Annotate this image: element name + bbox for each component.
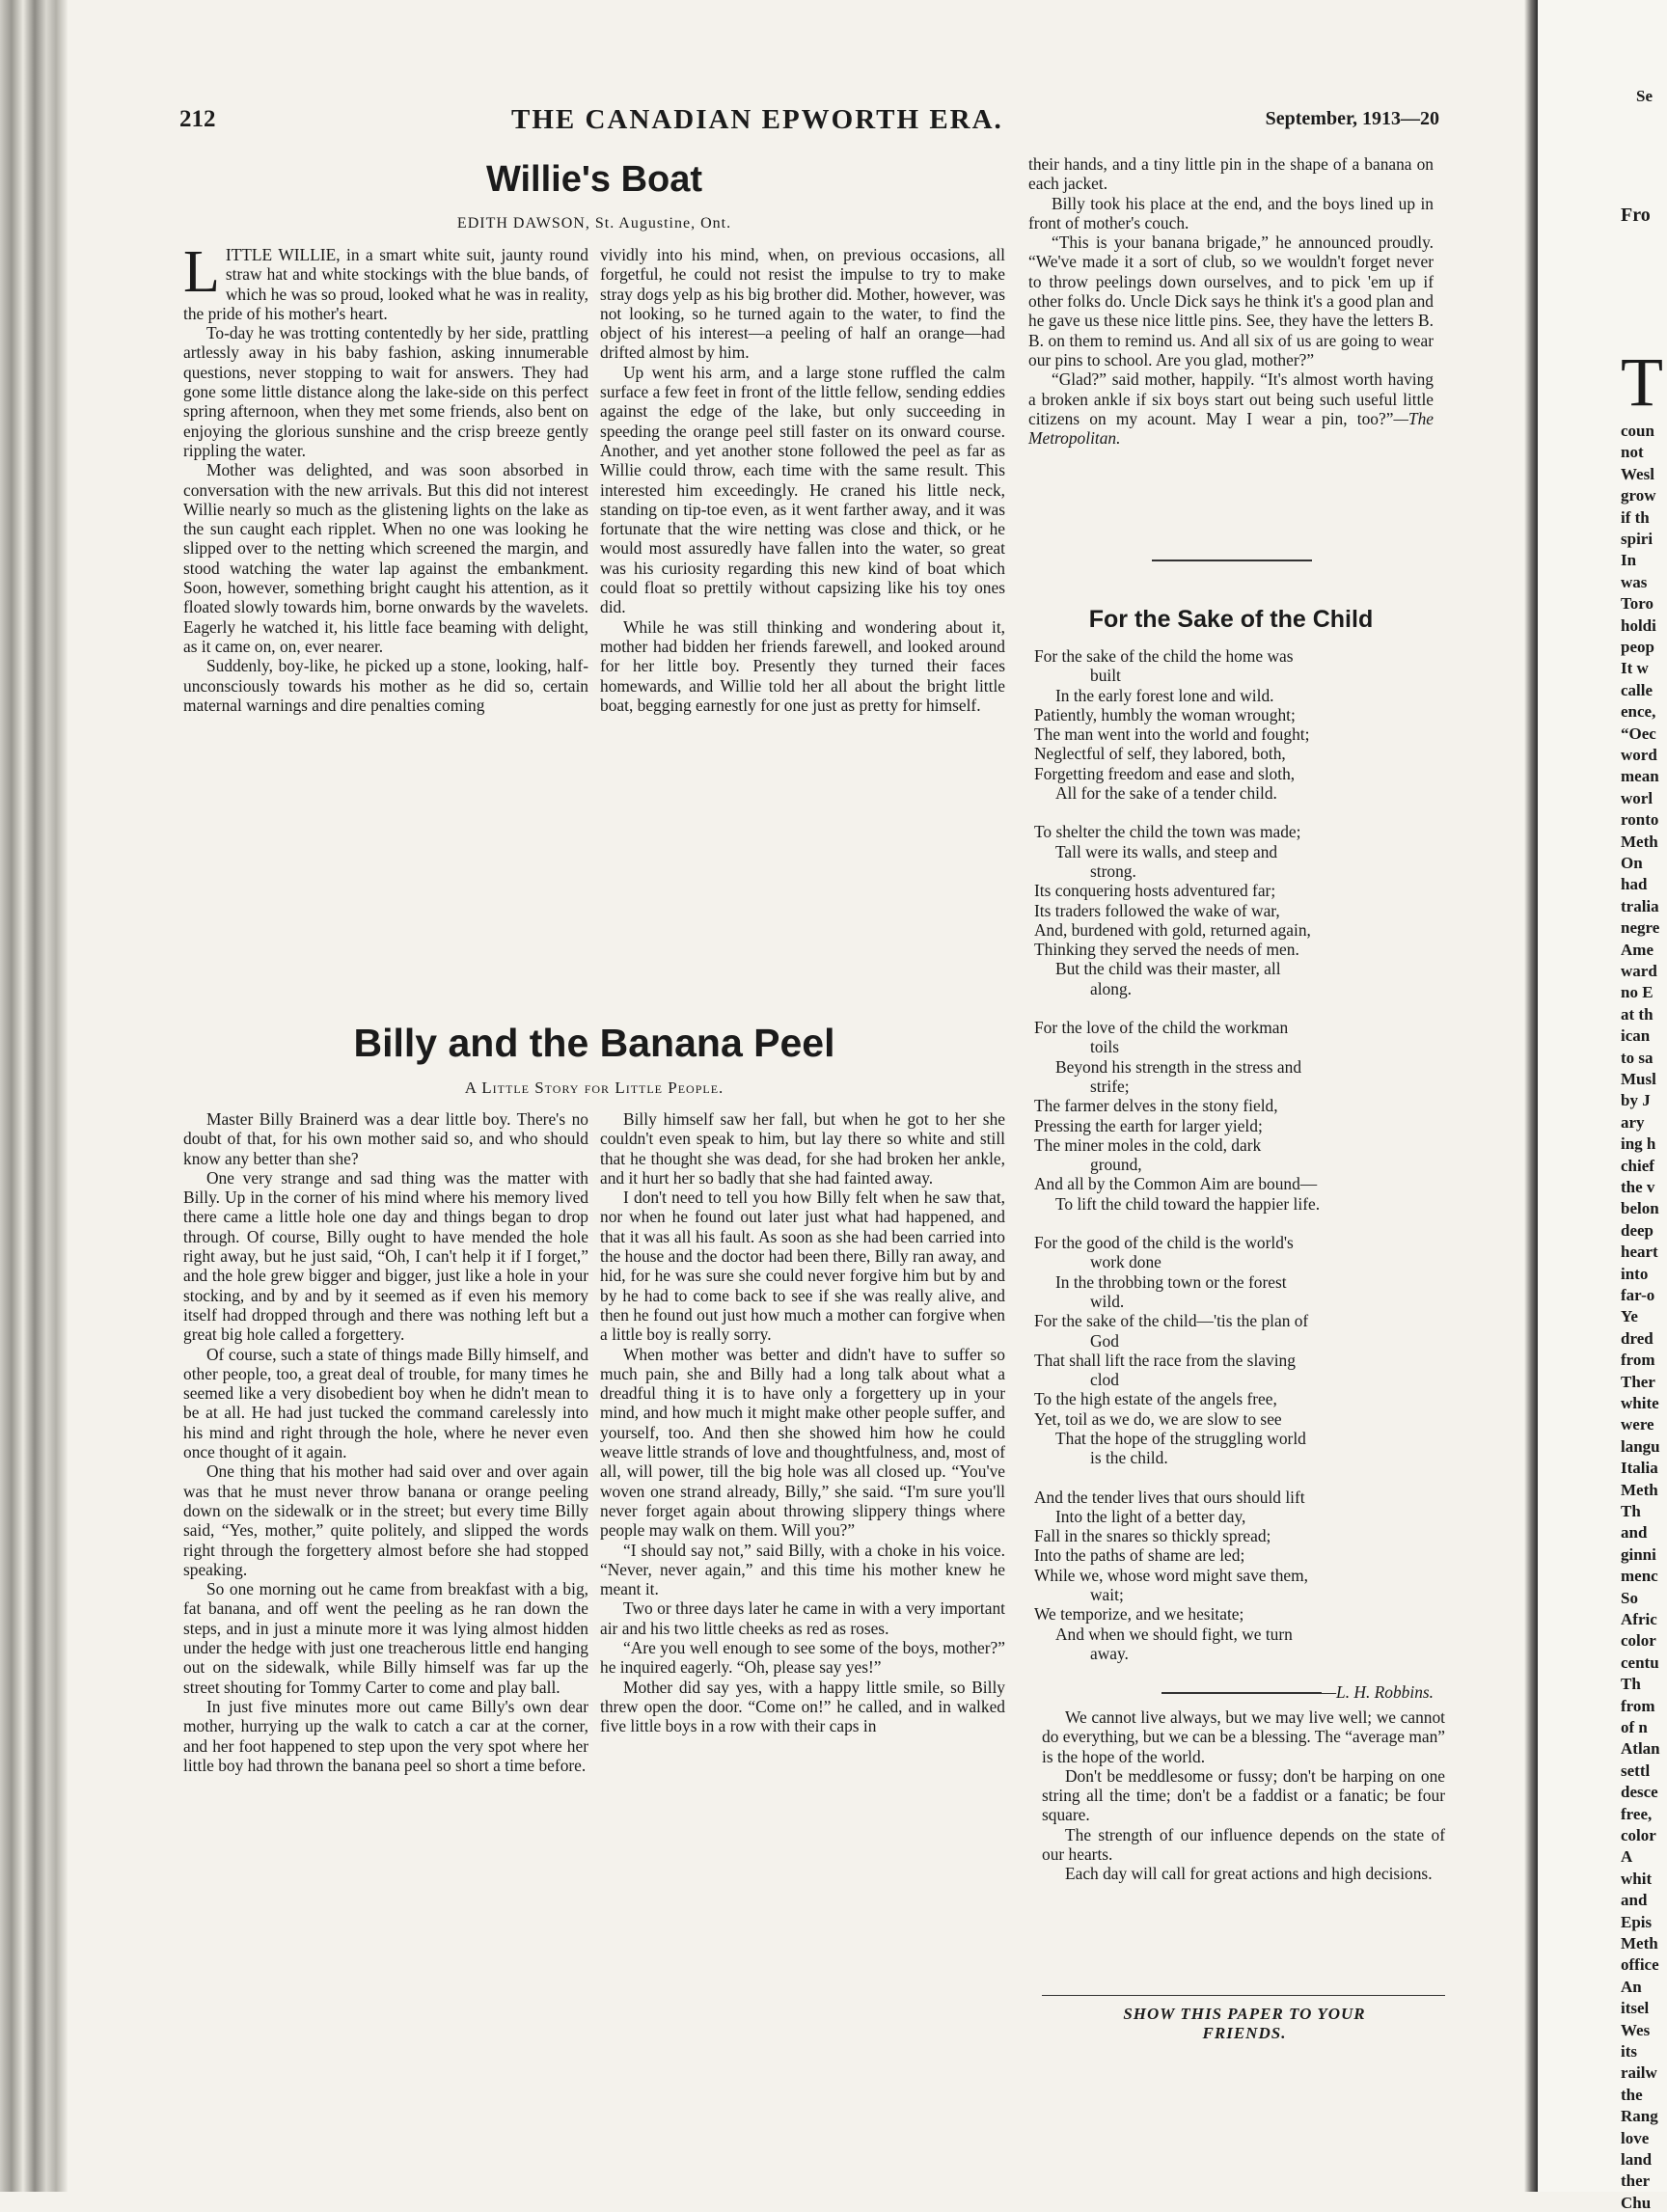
poem-line: For the love of the child the workman <box>1034 1018 1289 1038</box>
adjacent-line: of n <box>1621 1718 1648 1736</box>
willie-para-1: LITTLE WILLIE, in a smart white suit, jaunty round straw hat and white stockings with the blue bands, of which he was so proud, looked what he was in reality, the pride of his mother's heart. <box>183 239 588 323</box>
poem-stanza <box>1034 646 1439 803</box>
adjacent-line: holdi <box>1621 616 1656 635</box>
poem-line: Tall were its walls, and steep and <box>1055 841 1278 861</box>
adjacent-line: Italia <box>1621 1459 1658 1477</box>
billy-cont-para-3: “This is your banana brigade,” he announced proudly. “We've made it a sort of club, so we wouldn't forget never to throw peelings down ourselves, and to pick 'em up if other folks do. Uncle Dick says he think it's a good plan and he gave us these nice little pins. See, they have the letters B. B. on them to remind us. And all six of us are going to wear our pins to school. Are you glad, mother?” <box>1028 232 1434 369</box>
adjacent-line: from <box>1621 1697 1655 1715</box>
billy-para-3: Of course, such a state of things made Billy himself, and other people, too, a great deal of trouble, for many times he seemed like a very disobedient boy when he didn't mean to be at all. He had just tucked the command carelessly into his mind and right through the hole, where he never even once thought of it again. <box>183 1344 588 1462</box>
adjacent-line: Rang <box>1621 2107 1658 2125</box>
divider-rule-3 <box>1042 1995 1445 1996</box>
poem-line: And all by the Common Aim are bound— <box>1034 1174 1318 1194</box>
billy-para-13: Mother did say yes, with a happy little smile, so Billy threw open the door. “Come on!” he called, and in walked five little boys in a row with their caps in <box>600 1677 1005 1736</box>
adjacent-line: at th <box>1621 1005 1653 1024</box>
adjacent-dropcap: T <box>1621 343 1663 421</box>
billy-para-2: One very strange and sad thing was the matter with Billy. Up in the corner of his mind where his memory lived there came a little hole one day and things began to drop through. Of course, Billy ought to have mended the hole right away, but he just said, “Oh, I can't help it if I forget,” and the hole grew bigger and bigger, just like a hole in your stocking, and by and by it seemed as if even his memory itself had dropped through and there was nothing left but a great big hole called a forgettery. <box>183 1167 588 1345</box>
adjacent-line: grow <box>1621 486 1656 505</box>
poem-line: toils <box>1090 1037 1119 1057</box>
issue-date: September, 1913—20 <box>1265 108 1439 129</box>
adjacent-line: ary <box>1621 1113 1645 1132</box>
poem-line: The man went into the world and fought; <box>1034 724 1310 745</box>
billy-para-1: Master Billy Brainerd was a dear little boy. There's no doubt of that, for his own mother said so, and who should know any better than she? <box>183 1109 588 1168</box>
poem-line: And when we should fight, we turn <box>1055 1624 1293 1644</box>
poem-line: To shelter the child the town was made; <box>1034 822 1301 842</box>
adjacent-line: settl <box>1621 1761 1651 1780</box>
adjacent-line: ther <box>1621 2171 1651 2190</box>
poem-line: Its traders followed the wake of war, <box>1034 900 1280 920</box>
adjacent-line: belon <box>1621 1199 1659 1217</box>
adjacent-line: centu <box>1621 1653 1659 1672</box>
poem-line: That shall lift the race from the slaving <box>1034 1350 1296 1370</box>
willie-byline: EDITH DAWSON, St. Augustine, Ont. <box>456 215 732 232</box>
billy-para-4: One thing that his mother had said over and over again was that he must never throw banana or orange peeling down on the sidewalk or in the street; but every time Billy said, “Yes, mother,” quite politely, and slipped the words right through the forgettery almost before she had stopped speaking. <box>183 1461 588 1579</box>
adjacent-line: On <box>1621 854 1643 872</box>
poem-line: But the child was their master, all <box>1055 959 1281 979</box>
adjacent-line: menc <box>1621 1567 1658 1585</box>
adjacent-line: office <box>1621 1955 1659 1974</box>
poem-line: For the sake of the child—'tis the plan of <box>1034 1311 1309 1331</box>
adjacent-line: Musl <box>1621 1070 1656 1088</box>
masthead: THE CANADIAN EPWORTH ERA. <box>511 104 1003 135</box>
poem-body <box>1034 646 1439 1703</box>
adjacent-line: Meth <box>1621 1934 1658 1953</box>
adjacent-line: if th <box>1621 508 1650 527</box>
poem-line: away. <box>1090 1643 1129 1663</box>
billy-para-7: Billy himself saw her fall, but when he got to her she couldn't even speak to him, but lay there so white and still that he thought she was dead, for she had broken her ankle, and it hurt her so badly that she had fainted away. <box>600 1109 1005 1188</box>
billy-cont-para-1: their hands, and a tiny little pin in the shape of a banana on each jacket. <box>1028 154 1434 194</box>
page-number: 212 <box>179 106 216 132</box>
poem-line: While we, whose word might save them, <box>1034 1565 1308 1585</box>
poem-signature: —L. H. Robbins. <box>1321 1682 1434 1703</box>
willie-para-7: While he was still thinking and wondering about it, mother had bidden her friends farewell, and looked around for her little boy. Presently they turned their faces homewards, and Willie told her all about the bright little boat, begging earnestly for one just as pretty for himself. <box>600 616 1005 715</box>
adjacent-line: “Oec <box>1621 724 1656 743</box>
maxim-2: Don't be meddlesome or fussy; don't be harping on one string all the time; don't be a faddist or a fanatic; be four square. <box>1042 1765 1445 1825</box>
poem-stanza <box>1034 1018 1439 1214</box>
adjacent-line: worl <box>1621 789 1653 807</box>
adjacent-line: langu <box>1621 1437 1660 1456</box>
adjacent-line: desce <box>1621 1783 1658 1801</box>
adjacent-line: no E <box>1621 983 1653 1001</box>
billy-column-1 <box>183 1109 588 1775</box>
poem-line: That the hope of the struggling world <box>1055 1428 1306 1448</box>
poem-line: And, burdened with gold, returned again, <box>1034 919 1311 940</box>
adjacent-line: Meth <box>1621 833 1658 851</box>
adjacent-line: Toro <box>1621 594 1654 613</box>
billy-cont-para-4: “Glad?” said mother, happily. “It's almost worth having a broken ankle if six boys start out being such useful little citizens on my acount. May I wear a pin, too?”—The Metropolitan. <box>1028 369 1434 449</box>
poem-line: wait; <box>1090 1585 1124 1605</box>
poem-line: Into the paths of shame are led; <box>1034 1545 1245 1566</box>
adjacent-line: dred <box>1621 1329 1653 1348</box>
adjacent-line: It w <box>1621 659 1649 677</box>
billy-para-6: In just five minutes more out came Billy's own dear mother, hurrying up the walk to catch a car at the corner, and her foot happened to step upon the very spot where her little boy had thrown the banana peel so short a time before. <box>183 1696 588 1775</box>
poem-line: built <box>1090 666 1121 686</box>
poem-line: ground, <box>1090 1155 1142 1175</box>
billy-subtitle: A Little Story for Little People. <box>464 1079 724 1097</box>
billy-column-2 <box>600 1109 1005 1736</box>
adjacent-line: calle <box>1621 681 1653 699</box>
billy-continued <box>1028 154 1434 448</box>
adjacent-line: and <box>1621 1891 1648 1909</box>
page-header <box>179 106 1439 145</box>
poem-line: And the tender lives that ours should lift <box>1034 1487 1305 1507</box>
poem-line: along. <box>1090 978 1132 998</box>
adjacent-line: tralia <box>1621 897 1659 915</box>
poem-line: We temporize, and we hesitate; <box>1034 1604 1244 1625</box>
poem-line: In the throbbing town or the forest <box>1055 1271 1287 1292</box>
billy-para-9: When mother was better and didn't have to suffer so much pain, she and Billy had a long talk about what a dreadful thing it is to have only a forgettery up in your mind, and how much it might make other people suffer, and yourself, too. And then she showed him how he could weave little strands of love and thoughtfulness, and, most of all, will power, till the big hole was all closed up. “You've woven one strand already, Billy,” she said. “I'm sure you'll never forget again about throwing slippery things where people may walk on them. Will you?” <box>600 1344 1005 1541</box>
adjacent-line: Ther <box>1621 1373 1655 1391</box>
adjacent-line: by J <box>1621 1091 1651 1109</box>
poem-line: To the high estate of the angels free, <box>1034 1389 1277 1409</box>
adjacent-line: its <box>1621 2042 1637 2061</box>
poem-line: Neglectful of self, they labored, both, <box>1034 744 1286 764</box>
adjacent-line: not <box>1621 443 1644 461</box>
divider-rule <box>1152 560 1312 561</box>
adjacent-line: Epis <box>1621 1913 1653 1931</box>
poem-line: Fall in the snares so thickly spread; <box>1034 1526 1271 1546</box>
page-gutter <box>1524 0 1538 2192</box>
poem-line: strong. <box>1090 860 1136 881</box>
adjacent-line: Wesl <box>1621 465 1654 483</box>
billy-para-5: So one morning out he came from breakfast with a big, fat banana, and off went the peeling as he ran down the steps, and in just a minute more it was lying almost hidden under the hedge with just one treacherous little end hanging out on the sidewalk, while Billy himself was far up the street shouting for Tommy Carter to come and play ball. <box>183 1579 588 1697</box>
adjacent-line: An <box>1621 1978 1642 1996</box>
adjacent-line: coun <box>1621 422 1654 440</box>
adjacent-line: ican <box>1621 1026 1651 1045</box>
poem-line: work done <box>1090 1252 1161 1272</box>
willie-para-2: To-day he was trotting contentedly by her side, prattling artlessly away in his baby fashion, asking innumerable questions, never stopping to wait for answers. They had gone some little distance along the lake-side on this perfect spring afternoon, when they met some friends, also bent on enjoying the glorious sunshine and the crisp breeze gently rippling the water. <box>183 323 588 460</box>
poem-line: The miner moles in the cold, dark <box>1034 1134 1262 1155</box>
adjacent-line: ence, <box>1621 702 1656 721</box>
poem-line: strife; <box>1090 1076 1130 1096</box>
adjacent-line: far-o <box>1621 1286 1655 1304</box>
divider-rule-2 <box>1161 1692 1322 1694</box>
adjacent-line: from <box>1621 1351 1655 1369</box>
willie-para-6: Up went his arm, and a large stone ruffled the calm surface a few feet in front of the little fellow, sending eddies against the edge of the lake, but only succeeding in speeding the orange peel still faster on its onward course. Another, and yet another stone followed the peel as far as Willie could throw, each time with the same result. This interested him exceedingly. He craned his little neck, standing on tip-toe even, as it went farther away, and it was fortunate that the wire netting was close and thick, or he would most assuredly have fallen into the water, so great was his curiosity regarding this new kind of boat which could float so prettily without capsizing like his toy ones did. <box>600 362 1005 617</box>
poem-line: is the child. <box>1090 1448 1168 1468</box>
billy-para-12: “Are you well enough to see some of the boys, mother?” he inquired eagerly. “Oh, please say yes!” <box>600 1638 1005 1678</box>
adjacent-line: were <box>1621 1415 1654 1434</box>
adjacent-line: Chu <box>1621 2194 1652 2212</box>
adjacent-line: Meth <box>1621 1481 1658 1499</box>
footer-slogan: SHOW THIS PAPER TO YOUR FRIENDS. <box>1123 2005 1366 2042</box>
billy-cont-para-2: Billy took his place at the end, and the boys lined up in front of mother's couch. <box>1028 193 1434 232</box>
adjacent-line: itsel <box>1621 1999 1650 2017</box>
adjacent-line: So <box>1621 1589 1638 1607</box>
adjacent-line: ronto <box>1621 810 1659 829</box>
adjacent-line: the <box>1621 2086 1643 2104</box>
adjacent-line: spiri <box>1621 530 1653 548</box>
poem-line: For the sake of the child the home was <box>1034 646 1294 666</box>
poem-stanza <box>1034 1488 1439 1664</box>
poem-line: Into the light of a better day, <box>1055 1506 1246 1526</box>
adjacent-line: had <box>1621 875 1648 893</box>
billy-attribution: —The Metropolitan. <box>1028 408 1434 449</box>
willie-para-4: Suddenly, boy-like, he picked up a stone, looking, half-unconsciously towards his mother as he did so, certain maternal warnings and dire penalties coming <box>183 656 588 715</box>
poem-line: For the good of the child is the world's <box>1034 1233 1294 1253</box>
adjacent-line: ginni <box>1621 1545 1656 1564</box>
adjacent-line: negre <box>1621 918 1660 937</box>
adjacent-line: ward <box>1621 962 1657 980</box>
adjacent-line: to sa <box>1621 1049 1653 1067</box>
willie-para-3: Mother was delighted, and was soon absorbed in conversation with the new arrivals. But this did not interest Willie nearly so much as the glistening lights on the lake as the sun caught each ripplet. When no one was looking he slipped over to the netting which screened the margin, and stood watching the water lap against the embankment. Soon, however, something bright caught his attention, as it floated slowly towards him, borne onwards by the wavelets. Eagerly he watched it, his little face beaming with delight, as it came on, on, ever nearer. <box>183 460 588 656</box>
willie-para-5: vividly into his mind, when, on previous occasions, all forgetful, he could not resist the impulse to try to make stray dogs yelp as his big brother did. Mother, however, was not looking, so he turned again to the water, to find the object of his interest—a peeling of half an orange—had drifted almost by him. <box>600 245 1005 363</box>
adjacent-line: the v <box>1621 1178 1655 1196</box>
adjacent-line: deep <box>1621 1221 1653 1240</box>
adjacent-page <box>1538 0 1667 2212</box>
adjacent-line: In <box>1621 551 1637 569</box>
poem-line: Yet, toil as we do, we are slow to see <box>1034 1408 1282 1429</box>
adjacent-line: free, <box>1621 1805 1653 1823</box>
billy-para-10: “I should say not,” said Billy, with a choke in his voice. “Never, never again,” and this time his mother knew he meant it. <box>600 1540 1005 1599</box>
poem-line: clod <box>1090 1370 1119 1390</box>
maxim-3: The strength of our influence depends on the state of our hearts. <box>1042 1824 1445 1865</box>
adjacent-line: heart <box>1621 1243 1658 1261</box>
adjacent-line: Th <box>1621 1502 1641 1520</box>
maxim-4: Each day will call for great actions and high decisions. <box>1065 1864 1433 1884</box>
adjacent-line: peop <box>1621 638 1654 656</box>
adjacent-from: Fro <box>1621 205 1651 226</box>
adjacent-line: and <box>1621 1523 1648 1542</box>
poem-line: God <box>1090 1330 1119 1351</box>
poem-stanza <box>1034 822 1439 998</box>
adjacent-line: railw <box>1621 2063 1657 2082</box>
adjacent-line: mean <box>1621 767 1659 785</box>
adjacent-line: into <box>1621 1265 1649 1283</box>
maxim-1: We cannot live always, but we may live well; we cannot do everything, but we can be a blessing. The “average man” is the hope of the world. <box>1042 1707 1445 1766</box>
willie-column-1 <box>183 239 588 715</box>
billy-para-8: I don't need to tell you how Billy felt when he saw that, nor when he found out later just what had happened, and that it was all his fault. As soon as she had been carried into the house and the doctor had been there, Billy ran away, and hid, for he was sure she could never forgive him but by and by he had to come back to see if she was really alive, and then he found out just how much a mother can forgive when a little boy is really sorry. <box>600 1188 1005 1345</box>
adjacent-line: ing h <box>1621 1134 1656 1153</box>
poem-line: In the early forest lone and wild. <box>1055 685 1274 705</box>
billy-para-11: Two or three days later he came in with a very important air and his two little cheeks as red as roses. <box>600 1598 1005 1638</box>
adjacent-line: was <box>1621 573 1648 591</box>
adjacent-line: chief <box>1621 1157 1654 1175</box>
poem-line: Its conquering hosts adventured far; <box>1034 881 1276 901</box>
adjacent-line: Ame <box>1621 941 1653 959</box>
adjacent-line: Th <box>1621 1675 1641 1693</box>
adjacent-line: land <box>1621 2150 1653 2169</box>
adjacent-header: Se <box>1636 87 1653 105</box>
poem-line: wild. <box>1090 1291 1125 1311</box>
adjacent-line: Wes <box>1621 2021 1651 2039</box>
adjacent-line: Atlan <box>1621 1739 1660 1758</box>
adjacent-line: word <box>1621 746 1657 764</box>
poem-line: Pressing the earth for larger yield; <box>1034 1115 1263 1135</box>
willie-dropcap: L <box>183 239 220 305</box>
poem-line: The farmer delves in the stony field, <box>1034 1096 1278 1116</box>
adjacent-line: color <box>1621 1631 1656 1650</box>
poem-line: All for the sake of a tender child. <box>1055 783 1277 804</box>
poem-line: To lift the child toward the happier life. <box>1055 1193 1321 1214</box>
adjacent-line: Ye <box>1621 1307 1638 1325</box>
poem-line: Beyond his strength in the stress and <box>1055 1056 1302 1077</box>
poem-stanza <box>1034 1233 1439 1468</box>
adjacent-line: whit <box>1621 1870 1653 1888</box>
adjacent-line: love <box>1621 2129 1650 2147</box>
poem-line: Patiently, humbly the woman wrought; <box>1034 704 1296 724</box>
book-binding <box>0 0 68 2192</box>
willie-title: Willie's Boat <box>485 159 703 200</box>
willie-column-2 <box>600 245 1005 715</box>
adjacent-line: white <box>1621 1394 1659 1412</box>
poem-title: For the Sake of the Child <box>1088 606 1374 633</box>
billy-title: Billy and the Banana Peel <box>353 1021 835 1065</box>
adjacent-line: A <box>1621 1847 1633 1866</box>
poem-line: Thinking they served the needs of men. <box>1034 940 1299 960</box>
poem-line: Forgetting freedom and ease and sloth, <box>1034 763 1296 783</box>
maxims <box>1042 1707 1445 1884</box>
adjacent-line: Afric <box>1621 1610 1657 1628</box>
adjacent-line: color <box>1621 1826 1656 1844</box>
